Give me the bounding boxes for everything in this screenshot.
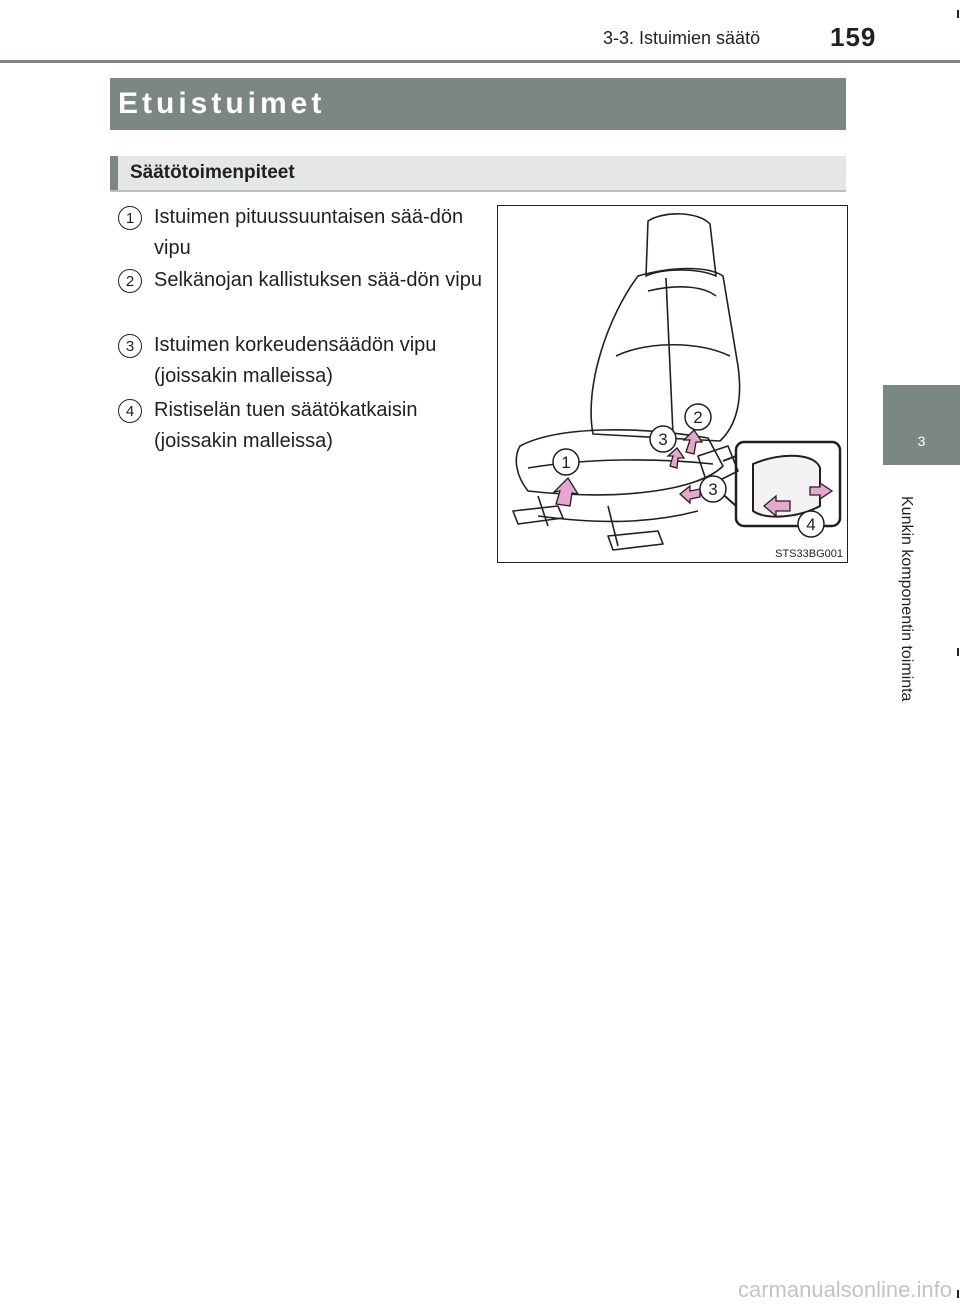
header-rule — [0, 60, 960, 63]
subtitle-bar — [110, 156, 846, 192]
arrow-3-upper — [668, 448, 684, 468]
chapter-tab — [883, 385, 960, 465]
arrow-2 — [684, 430, 702, 454]
subtitle: Säätötoimenpiteet — [130, 162, 295, 183]
item-number: 4 — [118, 399, 142, 423]
arrow-1 — [554, 478, 578, 506]
item-text: Istuimen korkeudensäädön vipu (joissakin malleissa) — [154, 334, 437, 387]
header-section-title: 3-3. Istuimien säätö — [603, 28, 761, 48]
page-title: Etuistuimet — [118, 87, 326, 120]
seat-rail — [513, 506, 663, 550]
page-number: 159 — [830, 22, 877, 52]
chapter-number: 3 — [917, 433, 926, 449]
seat-headrest — [646, 214, 716, 276]
trim-mark — [957, 648, 959, 656]
callout-4-label: 4 — [806, 515, 816, 534]
item-number: 2 — [118, 269, 142, 293]
callout-3a-label: 3 — [658, 430, 668, 449]
item-text: Istuimen pituussuuntaisen sää-dön vipu — [154, 206, 464, 259]
trim-mark — [957, 1290, 959, 1298]
arrow-3-lower — [680, 486, 700, 503]
seat-illustration — [497, 205, 848, 563]
trim-mark — [957, 10, 959, 18]
chapter-label: Kunkin komponentin toiminta — [898, 496, 915, 702]
callout-2-label: 2 — [693, 408, 703, 427]
watermark: carmanualsonline.info — [737, 1277, 952, 1302]
seat-drawing — [498, 206, 847, 562]
subtitle-accent — [110, 156, 118, 190]
figure-code: STS33BG001 — [775, 548, 843, 560]
item-number: 1 — [118, 206, 142, 230]
item-number: 3 — [118, 334, 142, 358]
callout-3b-label: 3 — [708, 480, 718, 499]
seat-backrest — [591, 269, 740, 442]
item-text: Ristiselän tuen säätökatkaisin (joissakin malleissa) — [154, 399, 418, 452]
callout-1-label: 1 — [561, 453, 571, 472]
item-text: Selkänojan kallistuksen sää-dön vipu — [154, 269, 482, 291]
title-bar — [110, 78, 846, 130]
